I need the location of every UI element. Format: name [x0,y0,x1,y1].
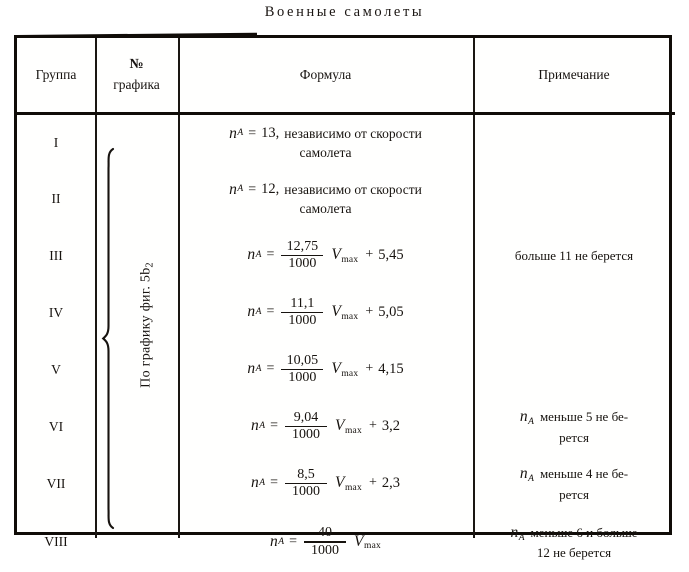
formula-variable-subscript: A [255,307,262,318]
cell-group [17,455,95,512]
formula-equals: = [270,418,278,434]
group-label: IV [48,304,64,320]
formula-variable-subscript: A [255,250,262,261]
formula-variable: n [229,180,237,198]
formula-expression [247,240,403,271]
formula-variable-subscript: A [237,183,244,194]
table-header-row [17,38,675,112]
cell-note [473,398,675,455]
formula-variable: n [270,532,278,550]
formula-fraction [285,468,327,499]
note-line1: меньше 6 и больше [530,524,638,540]
formula-equals: = [248,125,257,141]
formula-equals: = [248,181,257,197]
fraction-denominator: 1000 [292,427,320,443]
cell-note [473,455,675,512]
formula-factor [335,474,362,493]
formula-constant: 5,45 [378,246,404,263]
fraction-numerator: 12,75 [286,238,319,254]
formula-factor-subscript: max [341,368,359,379]
cell-formula [178,455,473,512]
cell-formula [178,284,473,341]
note-variable: n [519,465,528,483]
formula-note-line1: независимо от скорости [284,181,422,197]
cell-note [473,512,675,572]
chart-reference-subscript: 2 [143,262,155,268]
cell-formula [178,341,473,398]
group-label: VII [46,475,66,491]
formula-expression [270,526,381,557]
fraction-numerator: 10,05 [286,352,319,368]
cell-group [17,227,95,284]
formula-constant: 4,15 [378,360,404,377]
chart-reference-text: По графику фиг. 5b [138,267,154,388]
fraction-denominator: 1000 [288,313,317,329]
formula-note-line2: самолета [299,145,352,161]
fraction-numerator: 8,5 [297,466,315,482]
fraction-denominator: 1000 [292,484,320,500]
fraction-numerator: 40 [318,525,333,541]
formula-factor-variable: V [354,532,364,550]
formula-constant: 2,3 [381,474,400,491]
formula-factor [331,246,358,265]
page-title: Военные самолеты [264,4,425,20]
formula-expression [247,297,403,328]
cell-group [17,171,95,227]
number-sign-icon: № [129,57,144,73]
formula-factor-variable: V [331,360,341,378]
formula-variable: n [229,124,237,142]
formula-factor [331,303,358,322]
note-line2: рется [559,429,589,445]
formula-factor-subscript: max [341,254,359,265]
fraction-denominator: 1000 [311,542,340,558]
formula-note-line2: самолета [299,201,352,217]
formula-plus: + [368,418,377,434]
note-line2: 12 не берется [536,545,612,561]
cell-formula [178,171,473,227]
group-label: III [49,247,63,263]
column-header-note [473,38,675,112]
column-header-group-label: Группа [35,67,77,83]
formula-variable-subscript: A [259,478,266,489]
group-label: VIII [44,534,68,549]
formula-text [223,179,428,220]
formula-equals: = [266,247,275,263]
cell-group [17,115,95,171]
formula-plus: + [368,475,377,491]
formula-variable-subscript: A [259,421,266,432]
formula-factor-subscript: max [344,482,362,493]
cell-note [473,227,675,284]
cell-note [473,284,675,341]
fraction-numerator: 11,1 [290,295,315,311]
group-label: II [51,191,61,206]
cell-formula [178,227,473,284]
formula-variable: n [251,474,259,492]
cell-note [473,115,675,171]
formula-constant: 3,2 [381,417,400,434]
formula-fraction [281,354,323,385]
formula-equals: = [266,361,275,377]
formula-variable: n [247,246,256,264]
formula-factor [354,533,381,552]
note-text: больше 11 не берется [514,247,634,263]
cell-formula [178,115,473,171]
cell-note [473,341,675,398]
note-text [520,464,628,503]
group-label: V [51,361,61,377]
cell-formula [178,398,473,455]
formula-equals: = [266,304,275,320]
formula-factor-variable: V [335,474,345,492]
formula-variable-subscript: A [237,127,244,138]
column-header-chart-number-label: графика [113,76,160,92]
note-line2: рется [559,486,589,502]
fraction-denominator: 1000 [288,256,317,272]
note-variable: n [519,408,528,426]
cell-group [17,398,95,455]
column-header-note-label: Примечание [538,67,610,83]
formula-equals: = [270,475,278,491]
formula-plus: + [365,361,374,377]
formula-note-line1: независимо от скорости [284,125,422,141]
formula-expression [251,411,400,442]
formula-plus: + [365,304,374,320]
formula-factor-subscript: max [341,311,359,322]
note-text [510,523,637,562]
fraction-numerator: 9,04 [293,409,319,425]
fraction-denominator: 1000 [288,370,317,386]
cell-note [473,171,675,227]
column-header-formula [178,38,473,112]
formula-value: 12, [261,181,280,198]
formula-expression [251,468,400,499]
formula-variable: n [247,360,256,378]
note-text [520,407,628,446]
formula-expression [247,354,403,385]
note-variable-subscript: A [528,474,534,485]
formula-factor-variable: V [335,417,345,435]
formula-value: 13, [261,125,280,142]
formula-factor-subscript: max [344,425,362,436]
note-line1: меньше 4 не бе- [539,466,629,482]
formula-variable: n [251,417,259,435]
group-label: VI [48,418,64,434]
formula-factor-variable: V [331,303,341,321]
formula-factor [331,360,358,379]
note-variable-subscript: A [518,532,525,543]
formula-plus: + [365,247,374,263]
note-variable-subscript: A [528,417,534,428]
cell-group [17,284,95,341]
formula-equals: = [289,533,298,549]
data-table [14,35,672,561]
formula-fraction [281,297,323,328]
column-header-formula-label: Формула [299,67,352,83]
row-group-brace [101,146,116,531]
formula-factor-subscript: max [363,541,381,552]
formula-fraction [285,411,327,442]
formula-text [223,123,428,164]
formula-fraction [304,526,346,557]
column-header-chart-number [95,38,178,112]
formula-factor-variable: V [331,246,341,264]
formula-fraction [281,240,323,271]
formula-variable-subscript: A [278,536,285,547]
note-line1: меньше 5 не бе- [539,409,629,425]
formula-factor [335,417,362,436]
formula-variable: n [247,303,256,321]
group-label: I [53,135,59,150]
formula-variable-subscript: A [255,364,262,375]
column-header-group [17,38,95,112]
cell-group [17,512,95,572]
cell-group [17,341,95,398]
formula-constant: 5,05 [378,303,404,320]
cell-formula [178,512,473,572]
note-variable: n [510,523,519,541]
